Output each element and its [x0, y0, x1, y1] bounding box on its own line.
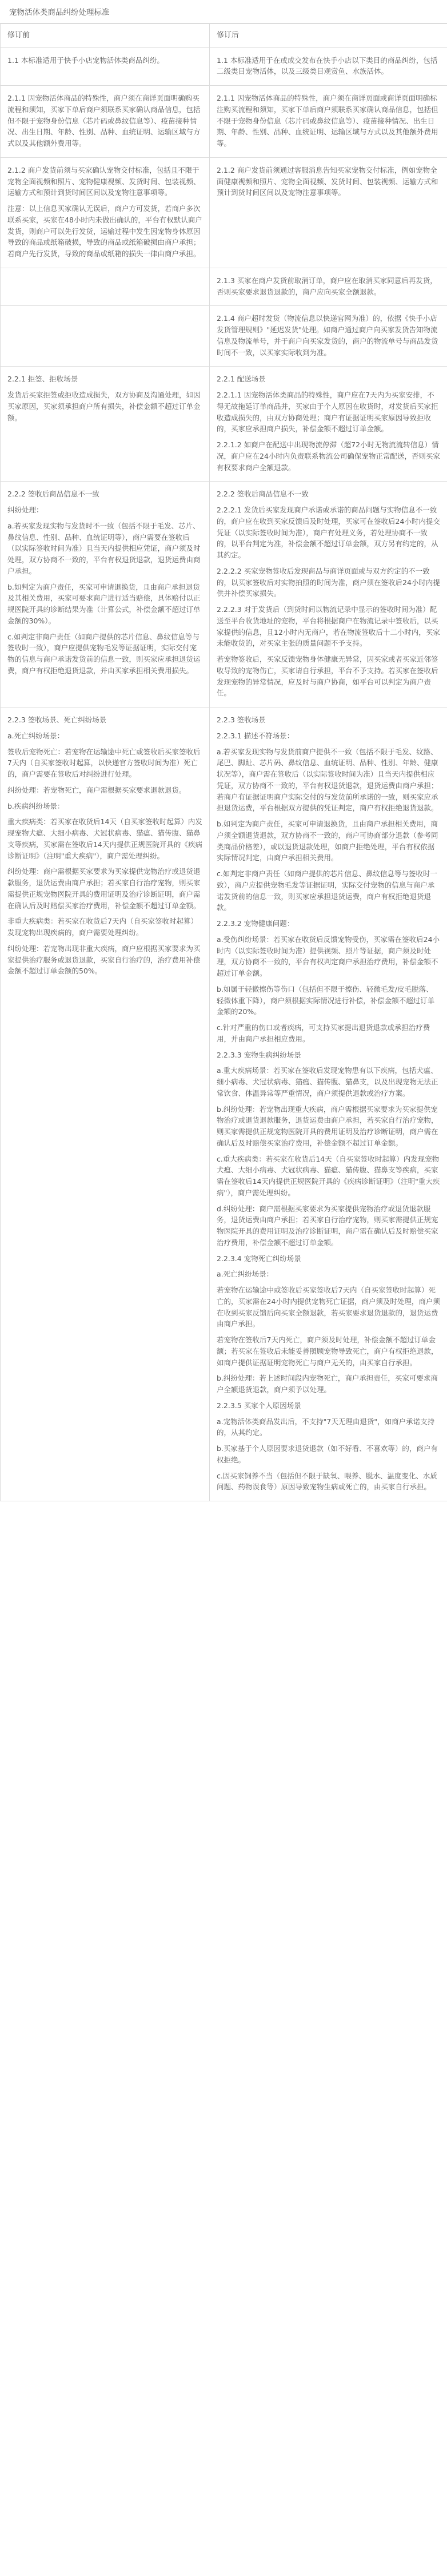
cell-before — [1, 47, 210, 86]
cell-after — [210, 367, 447, 482]
cell-after — [210, 306, 447, 367]
table-row — [1, 367, 447, 482]
clause-text: c.如判定非商户责任（如商户提供的芯片信息、鼻纹信息等与签收时一致），商户应提供宠物毛发等证据证明，实际交付宠物的信息与商户承诺发货前的信息一致，则买家应承担退货运费，商户有权拒绝退货退款。 — [217, 869, 437, 912]
table-row — [1, 482, 447, 707]
clause-text: b.疾病纠纷场景： — [7, 801, 65, 810]
table-row — [1, 157, 447, 268]
clause-text: a.若买家发现实物与发货时不一致（包括不限于毛发、芯片、鼻纹信息、性别、品种、血统证明等），商户需要在签收后（以实际签收时间为准）且当天内提供相应凭证，商户须及时处理，双方协商不一致的，平台有权退货退款，退货运费由商户承担。 — [7, 521, 201, 575]
clause-text: 2.2.2 签收后商品信息不一致 — [217, 490, 309, 499]
table-row — [1, 47, 447, 86]
clause-text: 2.2.2.2 买家宠物签收后发现商品与商详页面或与双方约定的不一致的，以买家签收后对实物拍照的时间为准，商户须在签收后24小时内提供并补偿买家损失。 — [217, 566, 440, 598]
clause-text: 若宠物在运输途中或签收后买家签收后7天内（自买家签收时起算）死亡的，买家需在24小时内提供宠物死亡证据，商户须及时处理，商户须在收到买家反馈后向买家全额退款，若买家要求退货退款的，退货运费由商户承担。 — [217, 1286, 440, 1329]
clause-text: 2.2.1 拒签、拒收场景 — [7, 375, 78, 384]
cell-after — [210, 86, 447, 158]
clause-text: 非重大疾病类：若买家在收货后7天内（自买家签收时起算）发现宠物出现疾病的，商户需要处理纠纷。 — [7, 917, 198, 937]
header-after: 修订后 — [210, 24, 447, 48]
clause-text: a.死亡纠纷场景： — [217, 1270, 274, 1279]
empty-cell — [7, 313, 202, 323]
cell-before — [1, 157, 210, 268]
comparison-table — [0, 23, 447, 1501]
clause-text: b.纠纷处理：若上述时间段内宠物死亡，商户承担责任，买家可要求商户全额退货退款，商户须予以处理。 — [217, 1374, 438, 1394]
clause-text: b.如判定为商户责任，买家可申请退换货，且由商户承担退货及其相关费用，买家可要求商户进行适当赔偿，具体赔付以正规医院开具的诊断结果为准（计算公式，补偿金额不超过订单金额的30%）。 — [7, 582, 201, 625]
table-row — [1, 268, 447, 306]
table-body — [1, 47, 447, 1501]
clause-text: c.因买家饲养不当（包括但不限于缺氧、喂养、脱水、温度变化、水质问题、药物误食等）原因导致宠物生病或死亡的，由买家自行承担。 — [217, 1471, 437, 1492]
header-before: 修订前 — [1, 24, 210, 48]
clause-text: a.死亡纠纷场景： — [7, 731, 65, 740]
cell-before — [1, 268, 210, 306]
clause-text: 2.1.1 因宠物活体商品的特殊性，商户须在商详页面或商详页面明确标注购买流程和须知，买家下单后商户须联系买家确认商品信息，包括但不限于宠物身份信息（芯片码或鼻纹信息等）、疫苗接种情况、出生日期、年龄、性别、品种、血统证明、运输区域与方式以及其他额外费用等。 — [217, 94, 438, 148]
clause-text: 2.2.1.1 因宠物活体类商品的特殊性，商户应在7天内为买家安排，不得无故拖延订单商品并，买家由于个人原因在收货时，对发货后买家拒收造成损失的，由双方协商处理；商户有证据证明买家原因导致拒收的，买家应承担商户损失，补偿金额不超过订单金额。 — [217, 391, 438, 434]
clause-text: 2.1.2 商户发货前须通过客服消息告知买家宠物交付标准，例如宠物全面健康视频和照片、宠物全面视频、发货时间、包装视频、运输方式和预计到货时间区间以及宠物注意事项等。 — [217, 165, 438, 197]
clause-text: d.纠纷处理：商户需根据买家要求为买家提供宠物治疗或退货退款服务，退货运费由商户承担；若买家自行治疗宠物，则买家需提供正规宠物医院开具的费用证明及治疗诊断证明，商户需在确认后及时赔偿买家治疗费用，补偿金额不超过订单金额。 — [217, 1204, 438, 1247]
clause-text: a.重大疾病场景：若买家在签收后发现宠物患有以下疾病，包括犬瘟、细小病毒、犬冠状病毒、猫瘟、猫传腹、猫鼻支，以及出现宠物无法正常饮食、体温异常等严重情况，商户须提供退款或治疗方案。 — [217, 1066, 438, 1098]
clause-text: 2.2.2.1 发货后买家发现商户承诺或承诺的商品问题与实物信息不一致的，商户应在收到买家反馈后及时处理，买家可在签收后24小时内提交凭证（以实际签收时间为准），商户有处理义务，若处理协商不一致的，以平台判定为准，补偿金额不超过订单金额，双方另有约定的，从其约定。 — [217, 506, 440, 560]
empty-cell — [7, 275, 202, 285]
clause-text: 1.1 本标准适用于快手小店宠物活体类商品纠纷。 — [7, 55, 164, 65]
cell-before — [1, 306, 210, 367]
clause-text: 2.2.3.1 描述不符场景： — [217, 731, 294, 740]
table-header-row — [1, 24, 447, 48]
clause-text: c.针对严重的伤口或者疾病，可支持买家提出退货退款或承担治疗费用，并由商户承担相应费用。 — [217, 1023, 430, 1043]
clause-text: 2.2.3 签收场景、死亡纠纷场景 — [7, 715, 107, 725]
clause-text: b.如判定为商户责任，买家可申请退换货，且由商户承担相关费用，商户须全额退货退款，双方协商不一致的，商户可协商部分退款（参考同类商品价格差），或以退货退款处理，如商户拒绝处理，平台有权依据实际情况判定，由商户承担相关费用。 — [217, 820, 438, 862]
clause-text: 注意：以上信息买家确认无误后，商户方可发货，若商户多次联系买家，买家在48小时内未做出确认的，平台有权默认商户发货，则商户可以先行发货，运输过程中发生因宠物身体原因导致的商品或纸箱破损，导致的商品或纸箱破损由商户承担；若商户先行发货，导致的商品或纸箱的损失一律由商户承担。 — [7, 204, 202, 259]
clause-text: 纠纷处理：若宠物出现非重大疾病，商户应根据买家要求为买家提供治疗服务或退货退款，买家自行治疗的，治疗费用补偿金额不超过订单金额的50%。 — [7, 944, 201, 976]
table-row — [1, 306, 447, 367]
clause-text: 2.1.3 买家在商户发货前取消订单，商户应在取消买家同意后再发货，否则买家要求退货退款的，商户应向买家全额退款。 — [217, 276, 437, 296]
clause-text: 签收后宠物死亡：若宠物在运输途中死亡或签收后买家签收后7天内（自买家签收时起算，以快递官方签收时间为准）死亡的，商户需要在签收后对纠纷进行处理。 — [7, 747, 201, 779]
clause-text: 2.2.2 签收后商品信息不一致 — [7, 490, 99, 499]
clause-text: 2.1.4 商户超时发货（物流信息以快递官网为准）的，依据《快手小店发货管理规则》"延迟发货"处理。如商户通过商户向买家发货告知物流信息及物流单号，并于商户向买家发货的，商户的物流单号与商品发货时间不一致，以买家实际收到为准。 — [217, 314, 438, 357]
clause-text: 2.2.3.3 宠物生病纠纷场景 — [217, 1050, 301, 1059]
clause-text: a.宠物活体类商品发出后，不支持"7天无理由退货"，如商户承诺支持的，从其约定。 — [217, 1417, 435, 1437]
cell-after — [210, 482, 447, 707]
clause-text: 2.2.1.2 如商户在配送中出现物流停滞（超72小时无物流流转信息）情况，商户应在24小时内负责联系物流公司确保宠物正常配送，否则买家有权要求商户全额退款。 — [217, 440, 440, 472]
clause-text: 2.2.3.2 宠物健康问题： — [217, 919, 294, 928]
cell-before — [1, 86, 210, 158]
clause-text: 重大疾病类：若买家在收货后14天（自买家签收时起算）内发现宠物犬瘟、大细小病毒、犬冠状病毒、猫瘟、猫传腹、猫鼻支等疾病，买家需在签收后14天内提供正规医院开具的《疾病诊断证明》（注明"重大疾病"），商户需处理纠纷。 — [7, 817, 202, 860]
clause-text: 2.2.3.5 买家个人原因场景 — [217, 1401, 301, 1410]
clause-text: b.如属于轻微擦伤等伤口（包括但不限于擦伤、轻微毛发/皮毛脱落、轻微体重下降），商户须根据实际情况进行补偿，补偿金额不超过订单金额的20%。 — [217, 984, 435, 1016]
page-title: 宠物活体类商品纠纷处理标准 — [0, 0, 447, 23]
clause-text: 发货后买家拒签或拒收造成损失，双方协商及沟通处理，如因买家原因，买家须承担商户所有损失，补偿金额不超过订单金额。 — [7, 391, 201, 422]
clause-text: 2.2.3.4 宠物死亡纠纷场景 — [217, 1254, 301, 1263]
clause-text: 纠纷处理：商户需根据买家要求为买家提供宠物治疗或退货退款服务，退货运费由商户承担；若买家自行治疗宠物，则买家需提供正规宠物医院开具的费用证明及治疗诊断证明，商户需在确认后及时赔偿买家治疗费用，补偿金额不超过订单金额。 — [7, 867, 201, 910]
clause-text: 若宠物在签收后7天内死亡，商户须及时处理，补偿金额不超过订单金额；若买家在签收后未能妥善照顾宠物导致死亡，商户有权拒绝退款，如商户提供证据证明宠物死亡与商户无关的，由买家自行承担。 — [217, 1335, 438, 1367]
cell-before — [1, 482, 210, 707]
clause-text: 2.2.2.3 对于发货后（到货时间以物流记录中显示的签收时间为准）配送至平台收货地址的宠物，平台将根据商户在物流记录中签收后，以买家提供的信息，且12小时内无商户，若在物流签收后十二小时内，买家未能收货的，对买家主张的质量问题不予支持。 — [217, 605, 440, 648]
clause-text: 纠纷处理： — [7, 506, 43, 515]
clause-text: 纠纷处理：若宠物死亡，商户需根据买家要求退款退货。 — [7, 785, 186, 794]
cell-after — [210, 707, 447, 1501]
clause-text: 2.2.3 签收场景 — [217, 715, 266, 725]
cell-after — [210, 268, 447, 306]
table-row — [1, 86, 447, 158]
clause-text: a.若买家发现实物与发货前商户提供不一致（包括不限于毛发、纹路、尾巴、脚趾、芯片码、鼻纹信息、血统证明、品种、性别、年龄、健康状况等），商户需在签收后（以实际签收时间为准）且当天内提供相应凭证，双方协商不一致的，平台有权退货退款，退货运费由商户承担；若商户有证据证明商户实际交付的与发货前所承诺的一致，则买家应承担退货运费，平台根据双方提供的凭证判定，商户有权拒绝退货退款。 — [217, 747, 438, 813]
clause-text: 若宠物签收后，买家反馈宠物身体健康无异常，因买家或者买家近邻签收导致的宠物伤亡，买家请自行承担，平台不予支持。若买家在签收后发现宠物的异常情况，应及时与商户协商，如平台可以判定为商户责任。 — [217, 655, 438, 698]
clause-text: 2.2.1 配送场景 — [217, 375, 266, 384]
clause-text: a.受伤纠纷场景：若买家在收货后反馈宠物受伤，买家需在签收后24小时内（以实际签收时间为准）提供视频、照片等证据，商户须及时处理，双方协商不一致的，平台有权判定商户承担治疗费用，补偿金额不超过订单金额。 — [217, 935, 440, 978]
clause-text: 2.1.2 商户发货前须与买家确认宠物交付标准，包括且不限于宠物全面视频和照片、宠物健康视频、发货时间、包装视频、运输方式和预计到货时间区间以及宠物注意事项等。 — [7, 165, 201, 197]
clause-text: 1.1 本标准适用于在或成交发布在快手小店以下类目的商品纠纷，包括二级类目宠物活体，以及三级类目观赏鱼、水族活体。 — [217, 55, 438, 76]
cell-before — [1, 367, 210, 482]
clause-text: c.重大疾病类：若买家在收货后14天（自买家签收时起算）内发现宠物犬瘟、大细小病毒、犬冠状病毒、猫瘟、猫传腹、猫鼻支等疾病，买家需在签收后14天内提供正规医院开具的《疾病诊断证明》（注明"重大疾病"），商户需处理纠纷。 — [217, 1154, 440, 1197]
clause-text: 2.1.1 因宠物活体商品的特殊性，商户须在商详页面明确购买流程和须知，买家下单后商户须联系买家确认商品信息，包括但不限于宠物身份信息（芯片码或鼻纹信息等）、疫苗接种情况、出生日期、年龄、性别、品种、血统证明、运输区域与方式以及其他额外费用等。 — [7, 94, 201, 148]
table-row — [1, 707, 447, 1501]
clause-text: b.买家基于个人原因要求退货退款（如不好看、不喜欢等）的，商户有权拒绝。 — [217, 1444, 438, 1464]
clause-text: b.纠纷处理：若宠物出现重大疾病，商户需根据买家要求为买家提供宠物治疗或退货退款服务，退货运费由商户承担，若买家自行治疗宠物，则买家需提供正规宠物医院开具的费用证明及治疗诊断证明，商户需在确认后及时赔偿买家治疗费用，补偿金额不超过订单金额。 — [217, 1104, 438, 1147]
clause-text: c.如判定非商户责任（如商户提供的芯片信息、鼻纹信息等与签收时一致），商户应提供宠物毛发等证据证明，实际交付宠物的信息与商户承诺发货前的信息一致，则买家应承担退货运费，商户有权拒绝退货退款，并由买家承担相关费用损失。 — [7, 632, 201, 675]
cell-after — [210, 47, 447, 86]
cell-before — [1, 707, 210, 1501]
cell-after — [210, 157, 447, 268]
